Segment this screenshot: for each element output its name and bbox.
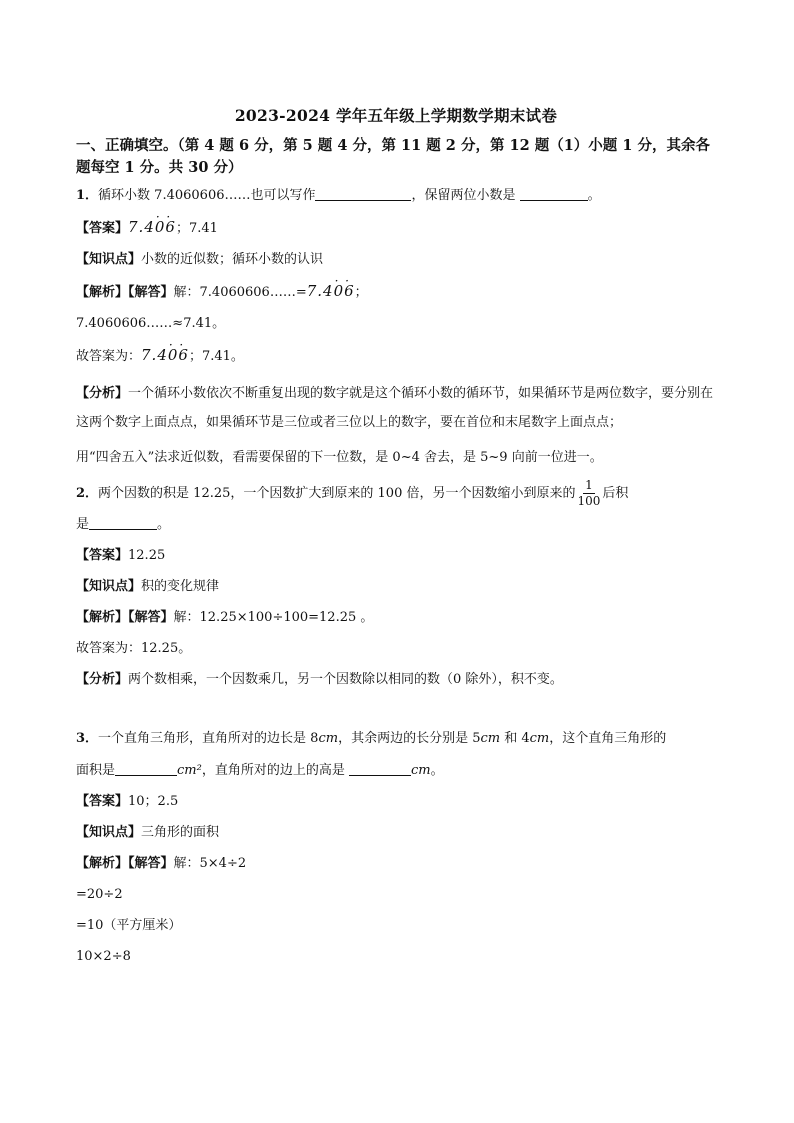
q3-answer: 【答案】10；2.5 (76, 794, 179, 809)
q3-solution-4: 10×2÷8 (76, 949, 131, 964)
q3-blank-1 (115, 761, 177, 776)
fraction: $\frac{1}{100}$ (577, 478, 601, 508)
page-title: 2023-2024 学年五年级上学期数学期末试卷 (234, 106, 558, 125)
q1-analysis: 【分析】一个循环小数依次不断重复出现的数字就是这个循环小数的循环节，如果循环节是两位数字，要分别在这两个数字上面点点，如果循环节是三位或者三位以上的数字，要在首位和末尾数字上面点点； (76, 386, 714, 430)
q3-solution-3: =10（平方厘米） (76, 918, 182, 933)
q1-blank-1 (315, 186, 411, 201)
q3-knowledge: 【知识点】三角形的面积 (76, 825, 220, 840)
q1-stem: 1．循环小数 7.4060606……也可以写作 ，保留两位小数是 。 (76, 188, 601, 203)
q3-solution-2: =20÷2 (76, 887, 123, 902)
repeating-decimal: 7.4· 0· 6 (128, 218, 176, 236)
q1-solution-2: 7.4060606……≈7.41。 (76, 316, 226, 331)
q1-knowledge: 【知识点】小数的近似数；循环小数的认识 (76, 252, 324, 267)
q1-blank-2 (520, 186, 588, 201)
q1-solution: 【解析】【解答】解：7.4060606……=7.4· 0· 6； (76, 282, 716, 302)
q2-number: 2． (76, 486, 99, 501)
q2-knowledge: 【知识点】积的变化规律 (76, 579, 220, 594)
q3-solution: 【解析】【解答】解：5×4÷2 (76, 856, 247, 871)
q3-stem: 3．一个直角三角形，直角所对的边长是 8cm，其余两边的长分别是 5cm 和 4cm，这个直角三角形的 (76, 731, 667, 746)
q2-conclusion: 故答案为：12.25。 (76, 641, 192, 656)
q2-analysis: 【分析】两个数相乘，一个因数乘几，另一个因数除以相同的数（0 除外），积不变。 (76, 672, 563, 687)
q2-stem: 2．两个因数的积是 12.25，一个因数扩大到原来的 100 倍，另一个因数缩小到原来的 $\frac{1}{100}$ 后积 (76, 478, 629, 508)
q1-conclusion: 故答案为：7.4· 0· 6；7.41。 (76, 346, 716, 366)
q1-answer: 【答案】7.4· 0· 6；7.41 (76, 218, 716, 238)
q2-answer: 【答案】12.25 (76, 548, 166, 563)
q1-analysis-2: 用“四舍五入”法求近似数，看需要保留的下一位数，是 0~4 舍去，是 5~9 向前一位进一。 (76, 450, 603, 465)
section-heading: 一、正确填空。（第 4 题 6 分，第 5 题 4 分，第 11 题 2 分，第 12 题（1）小题 1 分，其余各题每空 1 分。共 30 分） (76, 137, 710, 176)
q1-number: 1． (76, 188, 99, 203)
q2-stem-2: 是 。 (76, 517, 171, 532)
document-page (76, 104, 716, 979)
q2-blank (89, 515, 157, 530)
q3-blank-2 (349, 761, 411, 776)
q3-stem-2: 面积是 cm²，直角所对的边上的高是 cm。 (76, 763, 444, 778)
q3-number: 3． (76, 731, 99, 746)
q2-solution: 【解析】【解答】解：12.25×100÷100=12.25 。 (76, 610, 374, 625)
